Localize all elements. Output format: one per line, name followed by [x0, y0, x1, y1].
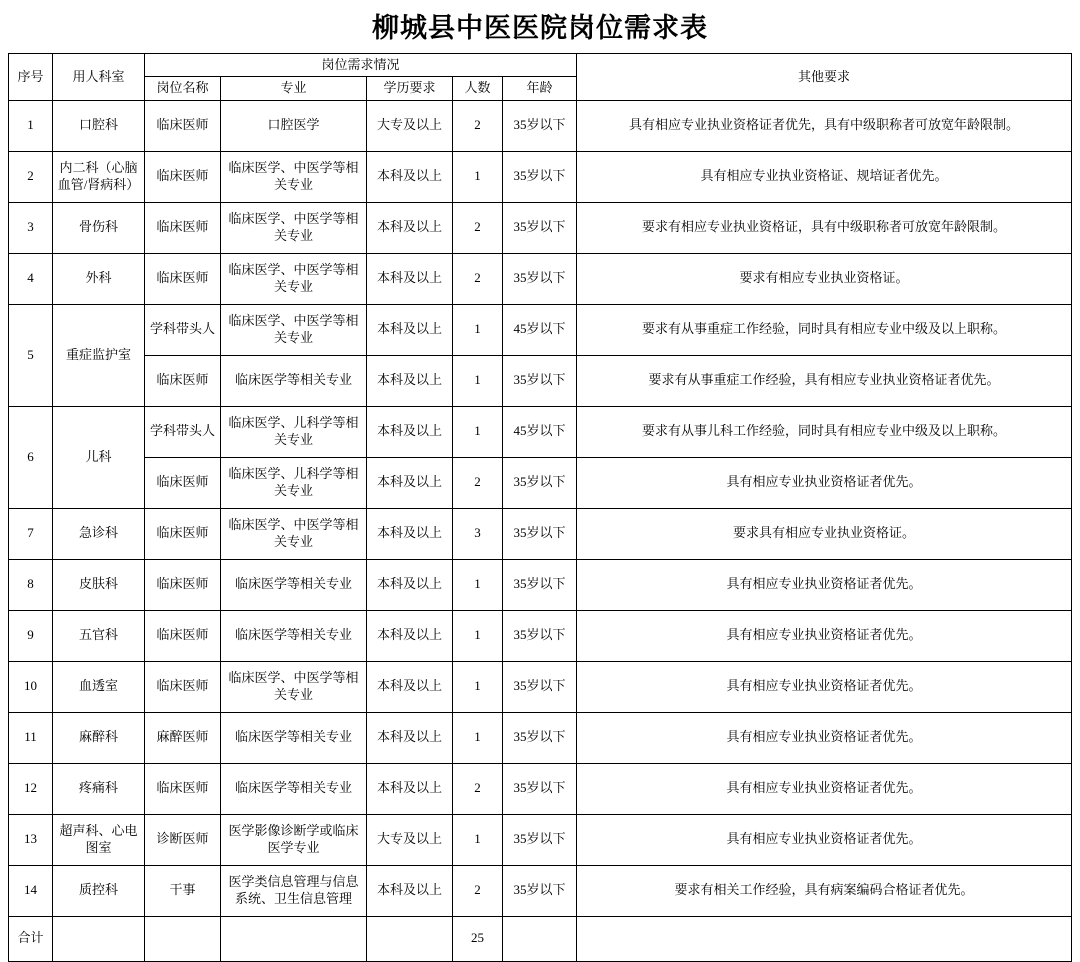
cell-education: 本科及以上	[367, 610, 453, 661]
cell-count: 2	[453, 457, 503, 508]
total-major	[221, 916, 367, 961]
cell-department: 超声科、心电图室	[53, 814, 145, 865]
cell-post: 临床医师	[145, 610, 221, 661]
table-row	[9, 610, 1072, 661]
cell-major: 临床医学、中医学等相关专业	[221, 253, 367, 304]
cell-major: 临床医学、儿科学等相关专业	[221, 457, 367, 508]
cell-post: 诊断医师	[145, 814, 221, 865]
cell-seq: 1	[9, 100, 53, 151]
cell-education: 本科及以上	[367, 508, 453, 559]
table-row	[9, 559, 1072, 610]
cell-education: 本科及以上	[367, 202, 453, 253]
cell-seq: 7	[9, 508, 53, 559]
cell-count: 2	[453, 763, 503, 814]
cell-seq: 3	[9, 202, 53, 253]
cell-age: 35岁以下	[503, 661, 577, 712]
cell-education: 本科及以上	[367, 865, 453, 916]
cell-major: 医学类信息管理与信息系统、卫生信息管理	[221, 865, 367, 916]
cell-age: 45岁以下	[503, 304, 577, 355]
table-row	[9, 508, 1072, 559]
table-row	[9, 457, 1072, 508]
header-group: 岗位需求情况	[145, 54, 577, 77]
cell-major: 临床医学、中医学等相关专业	[221, 304, 367, 355]
total-label: 合计	[9, 916, 53, 961]
cell-major: 临床医学、中医学等相关专业	[221, 151, 367, 202]
cell-major: 临床医学、儿科学等相关专业	[221, 406, 367, 457]
cell-education: 本科及以上	[367, 151, 453, 202]
header-major: 专业	[221, 77, 367, 100]
cell-education: 本科及以上	[367, 457, 453, 508]
cell-seq: 14	[9, 865, 53, 916]
table-row	[9, 202, 1072, 253]
cell-count: 2	[453, 253, 503, 304]
cell-count: 1	[453, 355, 503, 406]
cell-age: 35岁以下	[503, 100, 577, 151]
cell-major: 临床医学、中医学等相关专业	[221, 661, 367, 712]
cell-seq: 8	[9, 559, 53, 610]
cell-major: 临床医学等相关专业	[221, 559, 367, 610]
cell-seq: 11	[9, 712, 53, 763]
job-requirements-table	[8, 53, 1072, 962]
cell-count: 2	[453, 202, 503, 253]
cell-other: 要求有从事重症工作经验，同时具有相应专业中级及以上职称。	[577, 304, 1072, 355]
cell-major: 口腔医学	[221, 100, 367, 151]
cell-seq: 2	[9, 151, 53, 202]
table-row	[9, 151, 1072, 202]
cell-seq: 6	[9, 406, 53, 508]
cell-seq: 13	[9, 814, 53, 865]
cell-major: 临床医学等相关专业	[221, 355, 367, 406]
page-title: 柳城县中医医院岗位需求表	[372, 13, 708, 43]
cell-department: 内二科（心脑血管/肾病科）	[53, 151, 145, 202]
cell-age: 35岁以下	[503, 763, 577, 814]
cell-count: 1	[453, 559, 503, 610]
cell-department: 麻醉科	[53, 712, 145, 763]
cell-department: 口腔科	[53, 100, 145, 151]
cell-major: 临床医学、中医学等相关专业	[221, 508, 367, 559]
cell-major: 临床医学、中医学等相关专业	[221, 202, 367, 253]
cell-education: 本科及以上	[367, 559, 453, 610]
cell-count: 1	[453, 814, 503, 865]
cell-department: 重症监护室	[53, 304, 145, 406]
cell-post: 临床医师	[145, 253, 221, 304]
header-education: 学历要求	[367, 77, 453, 100]
cell-other: 具有相应专业执业资格证者优先，具有中级职称者可放宽年龄限制。	[577, 100, 1072, 151]
cell-age: 35岁以下	[503, 508, 577, 559]
cell-post: 干事	[145, 865, 221, 916]
cell-post: 临床医师	[145, 355, 221, 406]
cell-education: 本科及以上	[367, 712, 453, 763]
total-dept	[53, 916, 145, 961]
cell-department: 疼痛科	[53, 763, 145, 814]
cell-other: 具有相应专业执业资格证者优先。	[577, 559, 1072, 610]
total-row	[9, 916, 1072, 961]
cell-age: 35岁以下	[503, 610, 577, 661]
table-row	[9, 814, 1072, 865]
cell-education: 大专及以上	[367, 100, 453, 151]
cell-post: 临床医师	[145, 457, 221, 508]
cell-other: 具有相应专业执业资格证者优先。	[577, 610, 1072, 661]
cell-department: 血透室	[53, 661, 145, 712]
cell-post: 临床医师	[145, 100, 221, 151]
cell-other: 具有相应专业执业资格证、规培证者优先。	[577, 151, 1072, 202]
cell-other: 具有相应专业执业资格证者优先。	[577, 661, 1072, 712]
total-education	[367, 916, 453, 961]
cell-other: 要求有相应专业执业资格证。	[577, 253, 1072, 304]
cell-other: 具有相应专业执业资格证者优先。	[577, 457, 1072, 508]
cell-count: 3	[453, 508, 503, 559]
cell-education: 本科及以上	[367, 763, 453, 814]
table-row	[9, 304, 1072, 355]
cell-education: 本科及以上	[367, 253, 453, 304]
cell-count: 1	[453, 610, 503, 661]
table-header	[9, 54, 1072, 101]
cell-count: 1	[453, 661, 503, 712]
cell-post: 临床医师	[145, 661, 221, 712]
cell-age: 35岁以下	[503, 712, 577, 763]
table-row	[9, 406, 1072, 457]
cell-count: 2	[453, 865, 503, 916]
cell-other: 要求具有相应专业执业资格证。	[577, 508, 1072, 559]
cell-education: 大专及以上	[367, 814, 453, 865]
cell-count: 2	[453, 100, 503, 151]
cell-age: 35岁以下	[503, 865, 577, 916]
cell-count: 1	[453, 304, 503, 355]
cell-other: 具有相应专业执业资格证者优先。	[577, 814, 1072, 865]
cell-education: 本科及以上	[367, 406, 453, 457]
table-row	[9, 763, 1072, 814]
table-row	[9, 100, 1072, 151]
cell-post: 临床医师	[145, 202, 221, 253]
header-other: 其他要求	[577, 54, 1072, 101]
cell-age: 35岁以下	[503, 253, 577, 304]
cell-age: 35岁以下	[503, 151, 577, 202]
cell-post: 麻醉医师	[145, 712, 221, 763]
cell-department: 外科	[53, 253, 145, 304]
table-row	[9, 712, 1072, 763]
table-row	[9, 661, 1072, 712]
header-count: 人数	[453, 77, 503, 100]
cell-count: 1	[453, 712, 503, 763]
table-row	[9, 355, 1072, 406]
total-count: 25	[453, 916, 503, 961]
cell-age: 35岁以下	[503, 355, 577, 406]
cell-other: 要求有相应专业执业资格证，具有中级职称者可放宽年龄限制。	[577, 202, 1072, 253]
cell-post: 临床医师	[145, 151, 221, 202]
cell-count: 1	[453, 151, 503, 202]
cell-seq: 12	[9, 763, 53, 814]
table-body	[9, 100, 1072, 961]
cell-department: 质控科	[53, 865, 145, 916]
cell-post: 临床医师	[145, 763, 221, 814]
header-post: 岗位名称	[145, 77, 221, 100]
cell-major: 临床医学等相关专业	[221, 763, 367, 814]
header-row-1	[9, 54, 1072, 77]
cell-post: 学科带头人	[145, 406, 221, 457]
cell-department: 急诊科	[53, 508, 145, 559]
cell-department: 儿科	[53, 406, 145, 508]
header-age: 年龄	[503, 77, 577, 100]
cell-major: 临床医学等相关专业	[221, 712, 367, 763]
cell-seq: 9	[9, 610, 53, 661]
cell-seq: 4	[9, 253, 53, 304]
cell-other: 要求有从事重症工作经验，具有相应专业执业资格证者优先。	[577, 355, 1072, 406]
cell-seq: 10	[9, 661, 53, 712]
cell-department: 骨伤科	[53, 202, 145, 253]
cell-other: 具有相应专业执业资格证者优先。	[577, 763, 1072, 814]
cell-seq: 5	[9, 304, 53, 406]
cell-other: 具有相应专业执业资格证者优先。	[577, 712, 1072, 763]
cell-education: 本科及以上	[367, 661, 453, 712]
cell-age: 35岁以下	[503, 457, 577, 508]
total-age	[503, 916, 577, 961]
total-post	[145, 916, 221, 961]
cell-post: 临床医师	[145, 508, 221, 559]
cell-department: 五官科	[53, 610, 145, 661]
cell-post: 临床医师	[145, 559, 221, 610]
cell-department: 皮肤科	[53, 559, 145, 610]
total-other	[577, 916, 1072, 961]
cell-post: 学科带头人	[145, 304, 221, 355]
header-seq: 序号	[9, 54, 53, 101]
cell-education: 本科及以上	[367, 304, 453, 355]
cell-age: 45岁以下	[503, 406, 577, 457]
cell-major: 医学影像诊断学或临床医学专业	[221, 814, 367, 865]
cell-age: 35岁以下	[503, 202, 577, 253]
cell-count: 1	[453, 406, 503, 457]
cell-other: 要求有从事儿科工作经验，同时具有相应专业中级及以上职称。	[577, 406, 1072, 457]
cell-age: 35岁以下	[503, 814, 577, 865]
table-row	[9, 253, 1072, 304]
cell-age: 35岁以下	[503, 559, 577, 610]
header-dept: 用人科室	[53, 54, 145, 101]
cell-major: 临床医学等相关专业	[221, 610, 367, 661]
cell-education: 本科及以上	[367, 355, 453, 406]
cell-other: 要求有相关工作经验，具有病案编码合格证者优先。	[577, 865, 1072, 916]
